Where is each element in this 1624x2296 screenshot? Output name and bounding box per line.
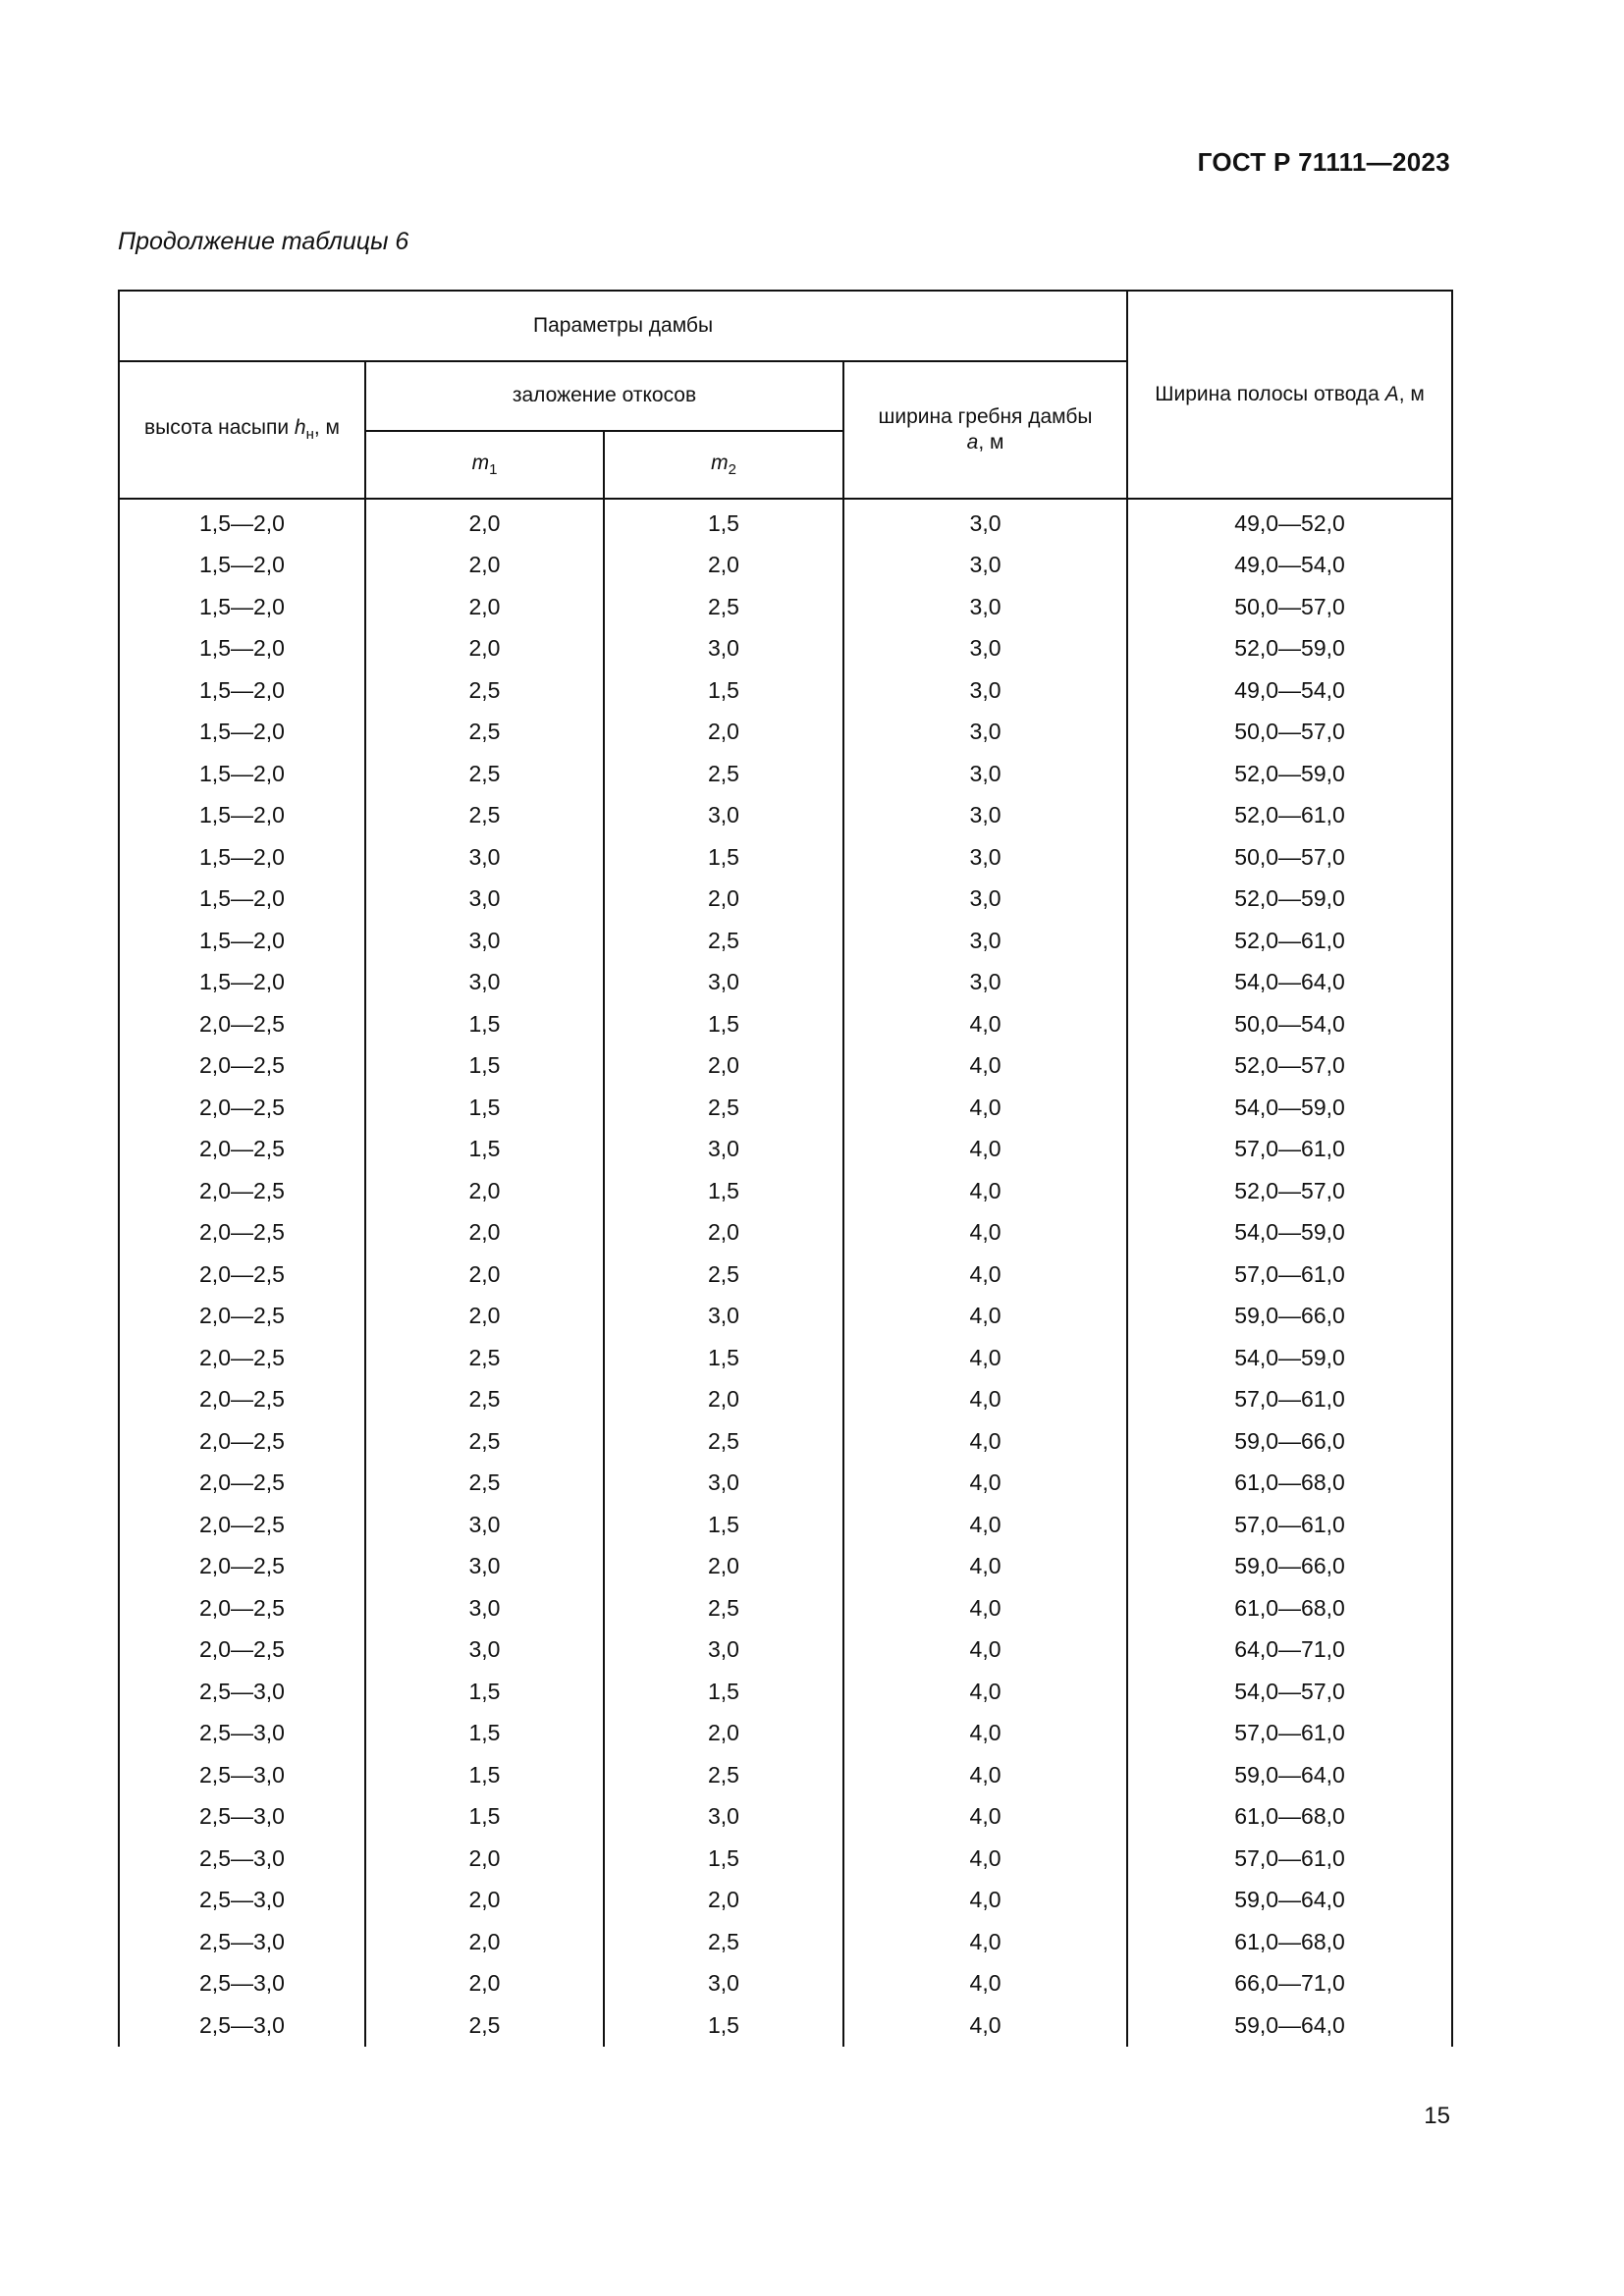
table-row (119, 1880, 1452, 1922)
cell-crest-width: 3,0 (843, 545, 1127, 587)
cell-m2: 1,5 (604, 669, 843, 712)
header-width-unit: , м (1398, 382, 1425, 405)
cell-m2: 3,0 (604, 1463, 843, 1505)
cell-crest-width: 3,0 (843, 962, 1127, 1004)
cell-m1: 3,0 (365, 1587, 604, 1629)
cell-m1: 1,5 (365, 1754, 604, 1796)
cell-m2: 1,5 (604, 2004, 843, 2047)
cell-m2: 2,0 (604, 712, 843, 754)
header-crest-symbol: а (966, 431, 979, 454)
cell-crest-width: 3,0 (843, 712, 1127, 754)
header-width-symbol: А (1384, 382, 1399, 405)
cell-crest-width: 4,0 (843, 1463, 1127, 1505)
table-body (119, 503, 1452, 2047)
cell-right-of-way: 57,0—61,0 (1127, 1129, 1452, 1171)
header-height-subscript: н (305, 426, 314, 444)
table-row (119, 545, 1452, 587)
table-row (119, 1045, 1452, 1088)
cell-m2: 1,5 (604, 836, 843, 879)
table-row (119, 795, 1452, 837)
cell-right-of-way: 52,0—61,0 (1127, 795, 1452, 837)
header-m1-subscript: 1 (489, 460, 498, 478)
cell-right-of-way: 64,0—71,0 (1127, 1629, 1452, 1672)
cell-m2: 2,0 (604, 1546, 843, 1588)
cell-right-of-way: 61,0—68,0 (1127, 1587, 1452, 1629)
table-row (119, 1713, 1452, 1755)
table-row (119, 836, 1452, 879)
cell-m2: 2,0 (604, 545, 843, 587)
header-crest-width (843, 361, 1127, 499)
cell-m1: 3,0 (365, 836, 604, 879)
cell-crest-width: 4,0 (843, 1254, 1127, 1296)
cell-crest-width: 4,0 (843, 1504, 1127, 1546)
header-dam-parameters: Параметры дамбы (119, 291, 1127, 361)
cell-height: 2,5—3,0 (119, 1671, 365, 1713)
cell-crest-width: 4,0 (843, 1921, 1127, 1963)
cell-m2: 2,5 (604, 1754, 843, 1796)
cell-m2: 2,0 (604, 1212, 843, 1255)
header-m1 (365, 431, 604, 499)
header-right-of-way-width (1127, 291, 1452, 499)
header-embankment-height (119, 361, 365, 499)
cell-height: 2,5—3,0 (119, 1713, 365, 1755)
cell-m1: 1,5 (365, 1713, 604, 1755)
cell-height: 2,0—2,5 (119, 1587, 365, 1629)
cell-m1: 1,5 (365, 1045, 604, 1088)
cell-height: 2,0—2,5 (119, 1296, 365, 1338)
cell-height: 2,5—3,0 (119, 1838, 365, 1880)
cell-height: 2,0—2,5 (119, 1045, 365, 1088)
cell-right-of-way: 61,0—68,0 (1127, 1921, 1452, 1963)
cell-m2: 3,0 (604, 1796, 843, 1839)
cell-crest-width: 4,0 (843, 1420, 1127, 1463)
table-row (119, 1546, 1452, 1588)
cell-m1: 2,0 (365, 1921, 604, 1963)
cell-m1: 2,5 (365, 669, 604, 712)
table-row (119, 753, 1452, 795)
cell-m2: 1,5 (604, 503, 843, 545)
table-row (119, 1254, 1452, 1296)
cell-m1: 1,5 (365, 1087, 604, 1129)
cell-m2: 2,5 (604, 1254, 843, 1296)
cell-m2: 3,0 (604, 795, 843, 837)
table-row (119, 1379, 1452, 1421)
cell-height: 1,5—2,0 (119, 920, 365, 962)
cell-crest-width: 3,0 (843, 836, 1127, 879)
table-row (119, 586, 1452, 628)
cell-crest-width: 4,0 (843, 1087, 1127, 1129)
table-row (119, 628, 1452, 670)
cell-m2: 2,0 (604, 1880, 843, 1922)
cell-m1: 3,0 (365, 1504, 604, 1546)
table-row (119, 1629, 1452, 1672)
cell-height: 1,5—2,0 (119, 503, 365, 545)
cell-right-of-way: 49,0—54,0 (1127, 545, 1452, 587)
cell-m1: 2,0 (365, 586, 604, 628)
cell-right-of-way: 52,0—59,0 (1127, 879, 1452, 921)
cell-right-of-way: 54,0—59,0 (1127, 1212, 1452, 1255)
cell-m2: 1,5 (604, 1337, 843, 1379)
cell-right-of-way: 61,0—68,0 (1127, 1796, 1452, 1839)
page-number: 15 (1424, 2103, 1450, 2129)
table-row (119, 1129, 1452, 1171)
table-row (119, 503, 1452, 545)
cell-m1: 2,5 (365, 712, 604, 754)
cell-height: 1,5—2,0 (119, 879, 365, 921)
table-row (119, 1921, 1452, 1963)
cell-height: 2,0—2,5 (119, 1254, 365, 1296)
table-row (119, 1838, 1452, 1880)
header-m2 (604, 431, 843, 499)
header-crest-unit: , м (978, 431, 1004, 454)
cell-m1: 3,0 (365, 962, 604, 1004)
table-row (119, 1296, 1452, 1338)
cell-height: 2,0—2,5 (119, 1170, 365, 1212)
cell-height: 1,5—2,0 (119, 545, 365, 587)
cell-right-of-way: 57,0—61,0 (1127, 1838, 1452, 1880)
cell-right-of-way: 59,0—66,0 (1127, 1296, 1452, 1338)
cell-m2: 2,5 (604, 1420, 843, 1463)
table-row (119, 879, 1452, 921)
cell-m2: 3,0 (604, 1296, 843, 1338)
cell-m2: 3,0 (604, 628, 843, 670)
cell-right-of-way: 57,0—61,0 (1127, 1379, 1452, 1421)
cell-crest-width: 4,0 (843, 1129, 1127, 1171)
cell-crest-width: 4,0 (843, 1170, 1127, 1212)
table-row (119, 1170, 1452, 1212)
cell-m2: 1,5 (604, 1003, 843, 1045)
cell-crest-width: 3,0 (843, 753, 1127, 795)
cell-right-of-way: 52,0—61,0 (1127, 920, 1452, 962)
dam-parameters-table (118, 290, 1453, 2047)
header-width-text: Ширина полосы отвода (1155, 382, 1385, 405)
table-row (119, 1671, 1452, 1713)
table-row (119, 920, 1452, 962)
cell-crest-width: 3,0 (843, 879, 1127, 921)
cell-m1: 3,0 (365, 1546, 604, 1588)
cell-height: 1,5—2,0 (119, 795, 365, 837)
cell-right-of-way: 59,0—64,0 (1127, 1880, 1452, 1922)
cell-height: 1,5—2,0 (119, 628, 365, 670)
cell-crest-width: 3,0 (843, 920, 1127, 962)
cell-crest-width: 3,0 (843, 669, 1127, 712)
cell-crest-width: 3,0 (843, 586, 1127, 628)
cell-m2: 1,5 (604, 1671, 843, 1713)
cell-m1: 2,0 (365, 545, 604, 587)
cell-height: 2,0—2,5 (119, 1129, 365, 1171)
cell-right-of-way: 49,0—52,0 (1127, 503, 1452, 545)
cell-m2: 3,0 (604, 1963, 843, 2005)
table-row (119, 712, 1452, 754)
cell-crest-width: 4,0 (843, 1296, 1127, 1338)
cell-m1: 1,5 (365, 1003, 604, 1045)
cell-right-of-way: 54,0—59,0 (1127, 1337, 1452, 1379)
cell-right-of-way: 49,0—54,0 (1127, 669, 1452, 712)
cell-height: 1,5—2,0 (119, 753, 365, 795)
cell-crest-width: 4,0 (843, 2004, 1127, 2047)
cell-m2: 3,0 (604, 1129, 843, 1171)
cell-right-of-way: 52,0—57,0 (1127, 1170, 1452, 1212)
cell-m1: 2,5 (365, 795, 604, 837)
cell-height: 1,5—2,0 (119, 669, 365, 712)
cell-right-of-way: 59,0—66,0 (1127, 1420, 1452, 1463)
cell-right-of-way: 61,0—68,0 (1127, 1463, 1452, 1505)
cell-height: 2,0—2,5 (119, 1212, 365, 1255)
cell-m2: 2,5 (604, 1087, 843, 1129)
cell-crest-width: 4,0 (843, 1212, 1127, 1255)
cell-m2: 1,5 (604, 1838, 843, 1880)
table-row (119, 1420, 1452, 1463)
cell-height: 2,0—2,5 (119, 1546, 365, 1588)
cell-crest-width: 4,0 (843, 1963, 1127, 2005)
cell-right-of-way: 59,0—64,0 (1127, 2004, 1452, 2047)
cell-m1: 1,5 (365, 1796, 604, 1839)
cell-height: 2,0—2,5 (119, 1420, 365, 1463)
table-row (119, 1504, 1452, 1546)
cell-crest-width: 4,0 (843, 1754, 1127, 1796)
cell-height: 1,5—2,0 (119, 962, 365, 1004)
cell-m1: 2,0 (365, 1296, 604, 1338)
cell-m1: 2,0 (365, 1963, 604, 2005)
cell-m2: 2,0 (604, 1045, 843, 1088)
cell-crest-width: 4,0 (843, 1796, 1127, 1839)
cell-right-of-way: 50,0—57,0 (1127, 586, 1452, 628)
cell-m2: 2,0 (604, 879, 843, 921)
cell-right-of-way: 52,0—59,0 (1127, 753, 1452, 795)
cell-m2: 2,5 (604, 1587, 843, 1629)
cell-m1: 2,0 (365, 1254, 604, 1296)
cell-m2: 1,5 (604, 1170, 843, 1212)
cell-height: 2,0—2,5 (119, 1337, 365, 1379)
cell-m1: 1,5 (365, 1671, 604, 1713)
cell-crest-width: 4,0 (843, 1045, 1127, 1088)
cell-m2: 1,5 (604, 1504, 843, 1546)
cell-right-of-way: 57,0—61,0 (1127, 1254, 1452, 1296)
cell-right-of-way: 54,0—59,0 (1127, 1087, 1452, 1129)
header-height-text: высота насыпи (144, 416, 295, 440)
table-row (119, 1796, 1452, 1839)
cell-m2: 2,0 (604, 1713, 843, 1755)
cell-height: 2,5—3,0 (119, 1796, 365, 1839)
cell-height: 1,5—2,0 (119, 712, 365, 754)
cell-height: 1,5—2,0 (119, 586, 365, 628)
table-row (119, 962, 1452, 1004)
cell-height: 2,0—2,5 (119, 1504, 365, 1546)
cell-m1: 2,5 (365, 2004, 604, 2047)
cell-crest-width: 4,0 (843, 1003, 1127, 1045)
cell-m1: 2,0 (365, 628, 604, 670)
cell-m1: 2,0 (365, 1170, 604, 1212)
cell-crest-width: 3,0 (843, 503, 1127, 545)
header-height-unit: , м (313, 416, 340, 440)
cell-m1: 2,0 (365, 1212, 604, 1255)
document-code: ГОСТ Р 71111—2023 (1197, 147, 1450, 177)
table-row (119, 1963, 1452, 2005)
cell-m2: 2,0 (604, 1379, 843, 1421)
cell-m1: 3,0 (365, 879, 604, 921)
cell-height: 2,5—3,0 (119, 1754, 365, 1796)
cell-height: 2,5—3,0 (119, 1880, 365, 1922)
cell-m2: 3,0 (604, 1629, 843, 1672)
table-row (119, 1337, 1452, 1379)
cell-m1: 2,5 (365, 1420, 604, 1463)
cell-m1: 3,0 (365, 1629, 604, 1672)
table-row (119, 1212, 1452, 1255)
cell-crest-width: 4,0 (843, 1546, 1127, 1588)
cell-crest-width: 4,0 (843, 1671, 1127, 1713)
header-m1-symbol: m (471, 451, 490, 474)
cell-m2: 3,0 (604, 962, 843, 1004)
cell-height: 2,0—2,5 (119, 1463, 365, 1505)
table-header (119, 291, 1452, 499)
cell-height: 2,0—2,5 (119, 1003, 365, 1045)
cell-m1: 2,5 (365, 1337, 604, 1379)
cell-height: 2,0—2,5 (119, 1087, 365, 1129)
cell-height: 2,5—3,0 (119, 1921, 365, 1963)
cell-height: 2,0—2,5 (119, 1629, 365, 1672)
cell-right-of-way: 50,0—57,0 (1127, 836, 1452, 879)
header-m2-symbol: m (711, 451, 729, 474)
table-row (119, 1587, 1452, 1629)
cell-right-of-way: 52,0—57,0 (1127, 1045, 1452, 1088)
cell-crest-width: 4,0 (843, 1629, 1127, 1672)
cell-height: 2,5—3,0 (119, 1963, 365, 2005)
header-m2-subscript: 2 (728, 460, 736, 478)
header-slope-ratio: заложение откосов (365, 361, 843, 431)
cell-right-of-way: 50,0—54,0 (1127, 1003, 1452, 1045)
cell-height: 2,0—2,5 (119, 1379, 365, 1421)
cell-crest-width: 4,0 (843, 1337, 1127, 1379)
table-row (119, 2004, 1452, 2047)
cell-right-of-way: 57,0—61,0 (1127, 1713, 1452, 1755)
cell-m1: 2,0 (365, 1838, 604, 1880)
cell-crest-width: 4,0 (843, 1880, 1127, 1922)
cell-m1: 3,0 (365, 920, 604, 962)
cell-crest-width: 3,0 (843, 795, 1127, 837)
cell-right-of-way: 54,0—64,0 (1127, 962, 1452, 1004)
table-row (119, 1754, 1452, 1796)
cell-height: 1,5—2,0 (119, 836, 365, 879)
table-row (119, 669, 1452, 712)
cell-crest-width: 4,0 (843, 1838, 1127, 1880)
cell-crest-width: 4,0 (843, 1379, 1127, 1421)
table-continuation-caption: Продолжение таблицы 6 (118, 228, 409, 255)
cell-m1: 2,0 (365, 503, 604, 545)
cell-m1: 1,5 (365, 1129, 604, 1171)
table-row (119, 1463, 1452, 1505)
cell-right-of-way: 59,0—66,0 (1127, 1546, 1452, 1588)
cell-m2: 2,5 (604, 753, 843, 795)
cell-m2: 2,5 (604, 586, 843, 628)
cell-right-of-way: 66,0—71,0 (1127, 1963, 1452, 2005)
cell-right-of-way: 57,0—61,0 (1127, 1504, 1452, 1546)
cell-m1: 2,0 (365, 1880, 604, 1922)
table-row (119, 1003, 1452, 1045)
cell-m1: 2,5 (365, 1379, 604, 1421)
cell-m2: 2,5 (604, 920, 843, 962)
cell-right-of-way: 54,0—57,0 (1127, 1671, 1452, 1713)
cell-height: 2,5—3,0 (119, 2004, 365, 2047)
cell-m1: 2,5 (365, 753, 604, 795)
cell-right-of-way: 50,0—57,0 (1127, 712, 1452, 754)
cell-crest-width: 3,0 (843, 628, 1127, 670)
cell-right-of-way: 52,0—59,0 (1127, 628, 1452, 670)
table-row (119, 1087, 1452, 1129)
cell-crest-width: 4,0 (843, 1713, 1127, 1755)
header-crest-text: ширина гребня дамбы (878, 404, 1093, 428)
cell-m2: 2,5 (604, 1921, 843, 1963)
cell-m1: 2,5 (365, 1463, 604, 1505)
dam-parameters-table-container (118, 290, 1451, 2047)
header-height-symbol: h (294, 416, 306, 440)
cell-right-of-way: 59,0—64,0 (1127, 1754, 1452, 1796)
cell-crest-width: 4,0 (843, 1587, 1127, 1629)
